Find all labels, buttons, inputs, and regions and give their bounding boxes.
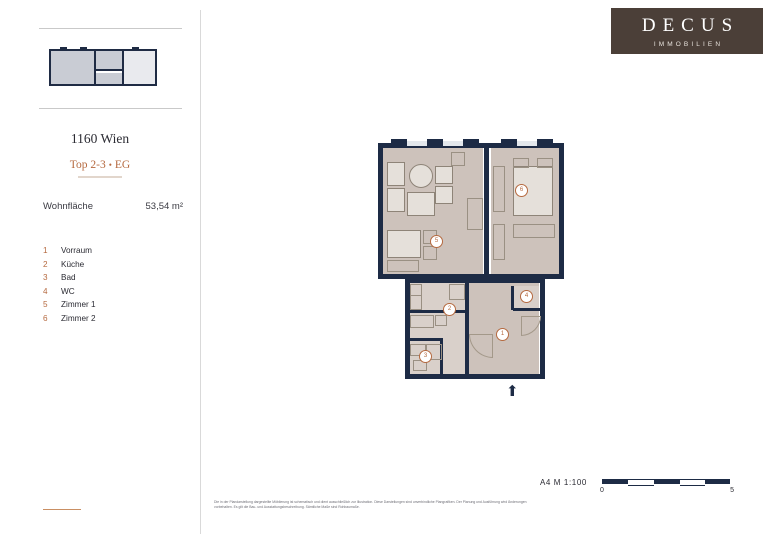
list-item bbox=[43, 273, 193, 287]
divider-mid bbox=[39, 108, 182, 109]
furniture-wardrobe bbox=[493, 166, 505, 212]
area-row bbox=[43, 201, 183, 212]
mini-floorplan-thumbnail bbox=[40, 45, 165, 90]
furniture-armchair bbox=[387, 162, 405, 186]
room-legend bbox=[43, 246, 193, 328]
window-glass bbox=[443, 141, 463, 146]
wall-bad-wc bbox=[409, 338, 443, 341]
legend-label: Bad bbox=[61, 273, 76, 283]
room-badge-vorraum: 1 bbox=[496, 328, 509, 341]
furniture-shelf bbox=[467, 198, 483, 230]
room-badge-wc: 4 bbox=[520, 290, 533, 303]
window-marker bbox=[427, 139, 443, 148]
furniture-chair bbox=[435, 186, 453, 204]
furniture-plant bbox=[451, 152, 465, 166]
legend-label: Vorraum bbox=[61, 246, 92, 255]
furniture-bathtub bbox=[410, 315, 434, 328]
legend-number: 3 bbox=[43, 273, 48, 283]
room-badge-kueche: 2 bbox=[443, 303, 456, 316]
list-item bbox=[43, 260, 193, 274]
scale-bar-block bbox=[540, 476, 734, 498]
legend-number: 1 bbox=[43, 246, 48, 255]
entrance-arrow-icon: ⬆ bbox=[506, 383, 519, 400]
unit-separator: • bbox=[108, 160, 112, 171]
footer-ornament bbox=[43, 509, 81, 510]
unit-title bbox=[0, 159, 200, 171]
furniture-round-table bbox=[409, 164, 433, 188]
window-marker bbox=[537, 139, 553, 148]
scale-tick-end: 5 bbox=[730, 487, 734, 494]
furniture-dining-chair bbox=[423, 246, 437, 260]
wall-wc-niche bbox=[513, 308, 540, 311]
legend-label: Zimmer 1 bbox=[61, 300, 96, 310]
legend-label: Küche bbox=[61, 259, 85, 269]
legend-number: 5 bbox=[43, 300, 48, 310]
list-item bbox=[43, 287, 193, 301]
wall-top-lower-left bbox=[405, 279, 465, 283]
list-item bbox=[43, 246, 193, 260]
furniture-fridge bbox=[449, 284, 465, 300]
furniture-armchair bbox=[387, 188, 405, 212]
room-badge-zimmer1: 5 bbox=[430, 235, 443, 248]
column-divider bbox=[200, 10, 201, 534]
wall-kueche-bad bbox=[409, 310, 465, 313]
unit-floor: EG bbox=[114, 159, 131, 171]
brand-logo bbox=[611, 8, 763, 54]
wall-bottom-lower bbox=[405, 374, 545, 379]
wall-right-lower bbox=[540, 279, 545, 379]
unit-number: Top 2-3 bbox=[69, 159, 106, 171]
furniture-nightstand bbox=[537, 158, 553, 168]
disclaimer-text: Die in der Plandarstellung dargestellte Möblierung ist schematisch und dient ausschließlich zur Illustration. Diese Darstellungen sind unverbindliche Plangrafiken. Der Planung und Ausführung wird Änderungen vorbehalten. Es gilt die Bau- und Ausstattungsbeschreibung. Sämtliche Maße sind Rohbaumaße. bbox=[214, 500, 527, 510]
room-badge-bad: 3 bbox=[419, 350, 432, 363]
wall-interior-lower bbox=[465, 279, 469, 375]
window-marker bbox=[391, 139, 407, 148]
window-glass bbox=[407, 141, 427, 146]
wall-top-lower-right bbox=[469, 279, 545, 283]
divider-top bbox=[39, 28, 182, 29]
legend-number: 4 bbox=[43, 286, 48, 296]
furniture-sideboard bbox=[387, 260, 419, 272]
window-marker bbox=[501, 139, 517, 148]
legend-label: WC bbox=[61, 286, 75, 296]
furniture-nightstand bbox=[513, 158, 529, 168]
furniture-dresser bbox=[513, 224, 555, 238]
area-label: Wohnfläche bbox=[43, 201, 93, 212]
list-item bbox=[43, 300, 193, 314]
legend-number: 2 bbox=[43, 259, 48, 269]
furniture-stove bbox=[410, 284, 422, 296]
area-value: 53,54 m² bbox=[145, 201, 183, 212]
furniture-sink bbox=[435, 315, 447, 326]
furniture-wardrobe bbox=[493, 224, 505, 260]
wall-left-upper bbox=[378, 143, 383, 279]
floorplan-drawing bbox=[373, 138, 573, 400]
brand-name: DECUS bbox=[641, 14, 740, 36]
info-column bbox=[0, 0, 200, 544]
room-badge-zimmer2: 6 bbox=[515, 184, 528, 197]
wall-wc-niche-left bbox=[511, 286, 514, 310]
furniture-dining-table bbox=[387, 230, 421, 258]
scale-bar bbox=[602, 479, 730, 484]
legend-label: Zimmer 2 bbox=[61, 313, 96, 323]
brand-tagline: IMMOBILIEN bbox=[653, 40, 724, 48]
window-marker bbox=[463, 139, 479, 148]
wall-right-upper bbox=[559, 143, 564, 279]
title-ornament bbox=[78, 176, 122, 178]
furniture-chair bbox=[435, 166, 453, 184]
scale-format-label: A4 M 1:100 bbox=[540, 478, 587, 487]
legend-number: 6 bbox=[43, 313, 48, 323]
furniture-sofa bbox=[407, 192, 435, 216]
wall-interior-vertical bbox=[484, 143, 489, 279]
window-glass bbox=[517, 141, 537, 146]
city-title: 1160 Wien bbox=[70, 131, 130, 146]
scale-tick-start: 0 bbox=[600, 487, 604, 494]
list-item bbox=[43, 314, 193, 328]
